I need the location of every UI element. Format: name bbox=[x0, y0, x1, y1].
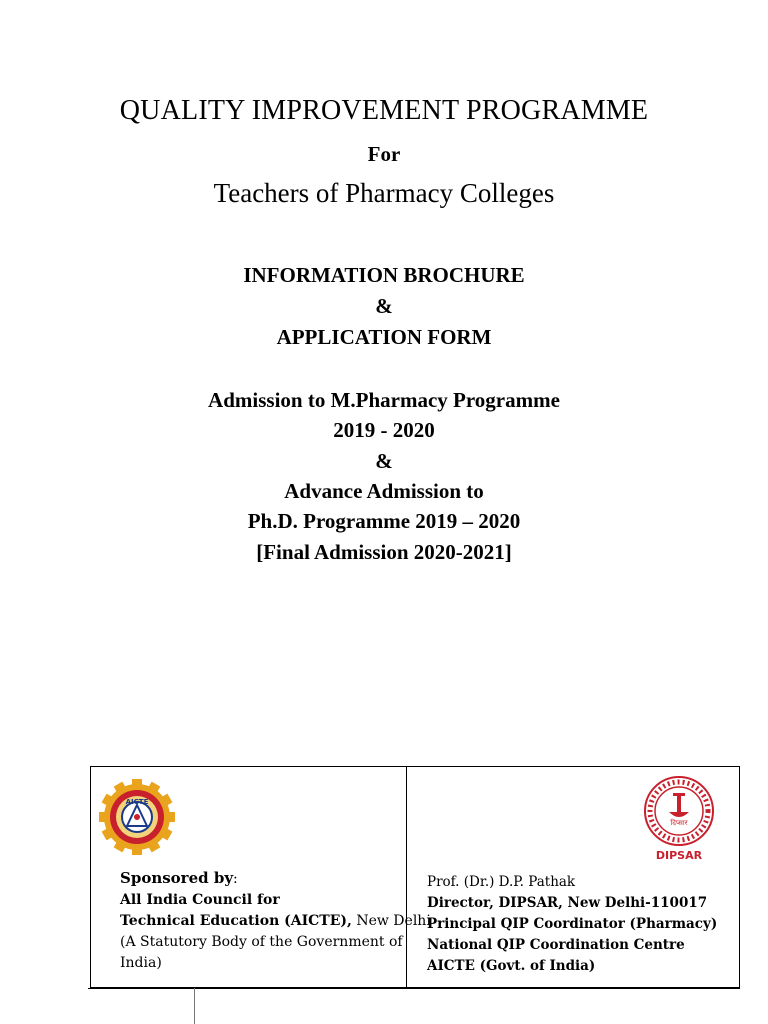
admission-line-5: [Final Admission 2020-2021] bbox=[256, 540, 512, 564]
admission-line-3: Advance Admission to bbox=[284, 479, 484, 503]
coordinator-block bbox=[427, 872, 717, 977]
admission-line-1: Admission to M.Pharmacy Programme bbox=[208, 388, 560, 412]
admission-ampersand: & bbox=[375, 449, 393, 473]
bottom-rule bbox=[88, 988, 740, 989]
sponsor-line-4: India) bbox=[120, 955, 162, 971]
brochure-ampersand: & bbox=[375, 294, 393, 318]
sponsor-line-2-rest: New Delhi bbox=[351, 913, 431, 929]
coordinator-line-5: AICTE (Govt. of India) bbox=[427, 958, 596, 974]
sponsor-line-3: (A Statutory Body of the Government of bbox=[120, 934, 403, 950]
brochure-line-1: INFORMATION BROCHURE bbox=[243, 263, 525, 287]
admission-line-4: Ph.D. Programme 2019 – 2020 bbox=[247, 509, 521, 533]
dipsar-hindi-text: दिप्सार bbox=[670, 819, 688, 827]
coordinator-line-3: Principal QIP Coordinator (Pharmacy) bbox=[427, 916, 718, 932]
coordinator-line-2: Director, DIPSAR, New Delhi-110017 bbox=[427, 895, 708, 911]
sponsor-block bbox=[120, 868, 431, 974]
dipsar-logo-icon bbox=[639, 775, 719, 861]
sponsor-line-1: All India Council for bbox=[120, 892, 280, 908]
sponsor-label: Sponsored by bbox=[120, 869, 234, 887]
admission-line-2: 2019 - 2020 bbox=[333, 418, 435, 442]
aicte-logo-icon bbox=[97, 777, 177, 857]
sponsor-colon: : bbox=[233, 871, 238, 887]
coordinator-line-4: National QIP Coordination Centre bbox=[427, 937, 685, 953]
sponsor-line-2-bold: Technical Education (AICTE), bbox=[120, 913, 352, 929]
dipsar-logo-text: DIPSAR bbox=[655, 849, 703, 861]
for-label: For bbox=[367, 142, 401, 166]
bottom-tick bbox=[194, 988, 195, 1024]
brochure-line-2: APPLICATION FORM bbox=[276, 325, 492, 349]
page-title: QUALITY IMPROVEMENT PROGRAMME bbox=[119, 95, 649, 126]
aicte-logo-text: AICTE bbox=[125, 798, 149, 806]
page-subtitle: Teachers of Pharmacy Colleges bbox=[213, 178, 555, 208]
coordinator-name: Prof. (Dr.) D.P. Pathak bbox=[427, 874, 576, 890]
